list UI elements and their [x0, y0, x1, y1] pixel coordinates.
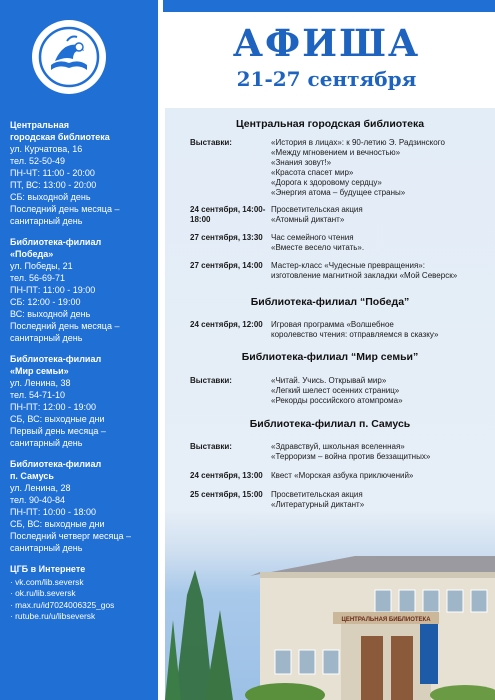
event-label: Выставки: — [190, 138, 232, 147]
library-address: ул. Ленина, 28 — [10, 483, 71, 493]
link-rutube[interactable]: · rutube.ru/u/libseversk — [10, 611, 96, 622]
library-address: ул. Ленина, 38 — [10, 378, 71, 388]
library-hours: ПН-ПТ: 11:00 - 19:00 — [10, 285, 96, 295]
event-description: Просветительская акция «Литературный диктант» — [271, 490, 365, 509]
library-sanitary-day: Последний день месяца – санитарный день — [10, 321, 120, 343]
event-description: «Здравствуй, школьная вселенная» «Терроризм – война против беззащитных» — [271, 442, 431, 461]
link-vk[interactable]: · vk.com/lib.seversk — [10, 576, 84, 587]
library-name: Библиотека-филиал п. Самусь — [10, 459, 102, 481]
library-phone: тел. 52-50-49 — [10, 156, 66, 166]
event-label: Выставки: — [190, 442, 232, 451]
book-owl-icon — [37, 25, 101, 89]
library-hours: СБ, ВС: выходные дни — [10, 519, 105, 529]
library-block-mir-semi — [10, 354, 156, 449]
section-title-mir-semi: Библиотека-филиал “Мир семьи” — [241, 351, 419, 363]
internet-links-block — [10, 564, 156, 623]
event-label: 24 сентября, 13:00 — [190, 471, 263, 480]
library-name: Библиотека-филиал «Мир семьи» — [10, 354, 102, 376]
library-logo — [32, 20, 106, 94]
photo-sign-text: ЦЕНТРАЛЬНАЯ БИБЛИОТЕКА — [341, 617, 431, 623]
library-contacts — [10, 120, 156, 633]
event-label: 27 сентября, 13:30 — [190, 233, 263, 242]
event-description: Квест «Морская азбука приключений» — [271, 471, 414, 480]
event-description: Час семейного чтения «Вместе весело читать». — [271, 233, 365, 252]
library-block-samus — [10, 459, 156, 554]
top-accent-bar — [163, 0, 495, 12]
event-description: «Читай. Учись. Открывай мир» «Легкий шелест осенних страниц» «Рекорды российского атомпрома» — [271, 376, 403, 405]
library-block-pobeda — [10, 237, 156, 344]
section-title-samus: Библиотека-филиал п. Самусь — [249, 418, 411, 430]
library-sanitary-day: Первый день месяца – санитарный день — [10, 426, 106, 448]
library-hours: ПН-ЧТ: 11:00 - 20:00 — [10, 168, 95, 178]
section-title-central: Центральная городская библиотека — [235, 118, 425, 130]
event-description: Игровая программа «Волшебное королевство чтения: отправляемся в сказку» — [271, 320, 439, 339]
library-hours: СБ: выходной день — [10, 192, 91, 202]
event-label: 24 сентября, 14:00-18:00 — [190, 205, 266, 224]
library-block-central — [10, 120, 156, 227]
library-name: Библиотека-филиал «Победа» — [10, 237, 102, 259]
section-title-pobeda: Библиотека-филиал “Победа” — [250, 296, 410, 308]
event-label: Выставки: — [190, 376, 232, 385]
library-sanitary-day: Последний четверг месяца – санитарный день — [10, 531, 132, 553]
link-ok[interactable]: · ok.ru/lib.seversk — [10, 588, 76, 599]
event-description: «История в лицах»: к 90-летию Э. Радзинского «Между мгновением и вечностью» «Знания зовут!» «Красота спасет мир» «Дорога к здоровому сердцу» «Энергия атома – будущее страны» — [271, 138, 445, 197]
library-hours: СБ: 12:00 - 19:00 — [10, 297, 81, 307]
library-hours: ВС: выходной день — [10, 309, 91, 319]
event-label: 27 сентября, 14:00 — [190, 261, 263, 270]
event-label: 25 сентября, 15:00 — [190, 490, 263, 499]
event-label: 24 сентября, 12:00 — [190, 320, 263, 329]
library-address: ул. Курчатова, 16 — [10, 144, 83, 154]
internet-links — [10, 577, 156, 623]
library-hours: ПН-ПТ: 10:00 - 18:00 — [10, 507, 96, 517]
event-description: Мастер-класс «Чудесные превращения»: изготовление магнитной закладки «Мой Северск» — [271, 261, 458, 280]
library-phone: тел. 54-71-10 — [10, 390, 66, 400]
sidebar — [0, 0, 158, 700]
date-range: 21-27 сентября — [236, 67, 417, 91]
library-address: ул. Победы, 21 — [10, 261, 73, 271]
library-hours: ПТ, ВС: 13:00 - 20:00 — [10, 180, 97, 190]
link-max[interactable]: · max.ru/id7024006325_gos — [10, 599, 115, 610]
library-phone: тел. 90-40-84 — [10, 495, 66, 505]
library-phone: тел. 56-69-71 — [10, 273, 66, 283]
library-name: Центральная городская библиотека — [10, 120, 110, 142]
library-building-photo — [165, 500, 495, 700]
internet-title: ЦГБ в Интернете — [10, 564, 86, 574]
page-title: АФИША — [232, 21, 421, 65]
library-hours: ПН-ПТ: 12:00 - 19:00 — [10, 402, 96, 412]
library-sanitary-day: Последний день месяца – санитарный день — [10, 204, 120, 226]
library-hours: СБ, ВС: выходные дни — [10, 414, 105, 424]
event-description: Просветительская акция «Атомный диктант» — [271, 205, 363, 224]
schedule-panel — [165, 108, 495, 700]
